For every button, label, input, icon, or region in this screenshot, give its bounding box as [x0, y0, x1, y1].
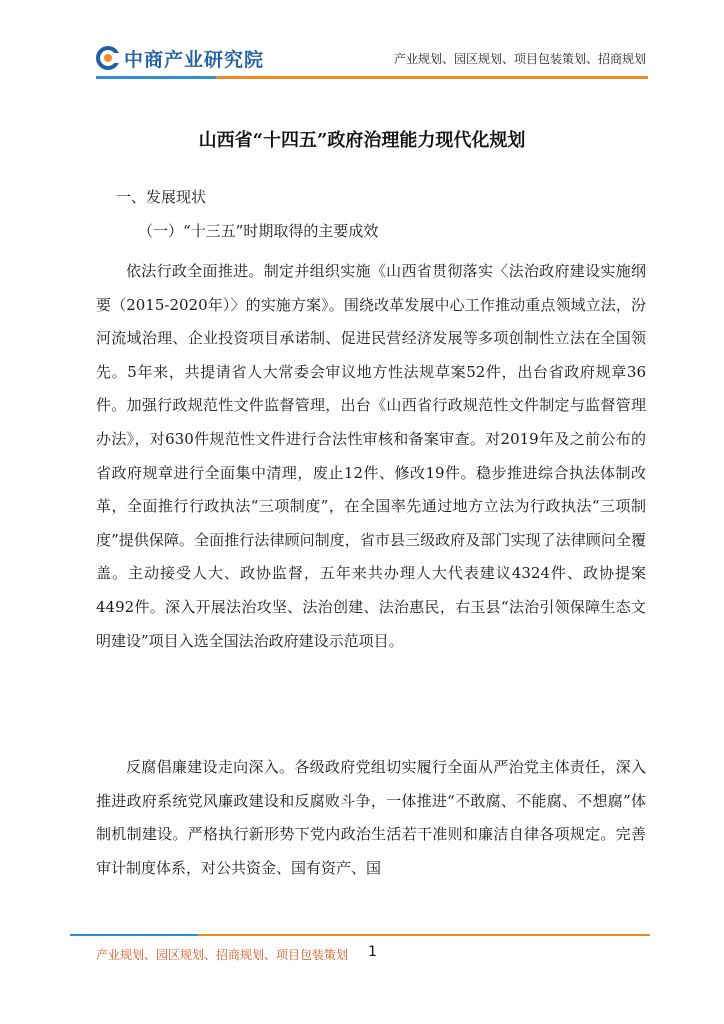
document-title: 山西省“十四五”政府治理能力现代化规划 — [198, 130, 526, 151]
footer-divider-blue — [70, 934, 198, 936]
paragraph-rule-of-law: 依法行政全面推进。制定并组织实施《山西省贯彻落实〈法治政府建设实施纲要（2015-2020年）〉的实施方案》。围绕改革发展中心工作推动重点领域立法，汾河流域治理、企业投资项目承诺制、促进民营经济发展等多项创制性立法在全国领先。5年来，共提请省人大常委会审议地方性法规草案52件，出台省政府规章36件。加强行政规范性文件监督管理，出台《山西省行政规范性文件制定与监督管理办法》，对630件规范性文件进行合法性审核和备案审查。对2019年及之前公布的省政府规章进行全面集中清理，废止12件、修改19件。稳步推进综合执法体制改革，全面推行行政执法“三项制度”，在全国率先通过地方立法为行政执法“三项制度”提供保障。全面推行法律顾问制度，省市县三级政府及部门实现了法律顾问全覆盖。主动接受人大、政协监督，五年来共办理人大代表建议4324件、政协提案4492件。深入开展法治攻坚、法治创建、法治惠民，右玉县“法治引领保障生态文明建设”项目入选全国法治政府建设示范项目。 — [96, 262, 646, 650]
company-logo-icon — [96, 46, 120, 70]
logo-text: 中商产业研究院 — [124, 48, 265, 71]
page-number: 1 — [368, 944, 377, 960]
header-divider-blue — [96, 76, 216, 79]
subsection-heading: （一）“十三五”时期取得的主要成效 — [138, 222, 379, 240]
page-header — [0, 0, 724, 80]
header-tagline: 产业规划、园区规划、项目包装策划、招商规划 — [393, 52, 646, 66]
logo — [96, 44, 264, 72]
footer-tagline: 产业规划、园区规划、招商规划、项目包装策划 — [96, 948, 349, 962]
header-divider-orange — [216, 76, 648, 79]
section-heading: 一、发展现状 — [116, 188, 207, 206]
footer-divider-orange — [198, 934, 650, 936]
paragraph-anti-corruption: 反腐倡廉建设走向深入。各级政府党组切实履行全面从严治党主体责任，深入推进政府系统党风廉政建设和反腐败斗争，一体推进“不敢腐、不能腐、不想腐”体制机制建设。严格执行新形势下党内政治生活若干准则和廉洁自律各项规定。完善审计制度体系，对公共资金、国有资产、国 — [96, 758, 646, 877]
